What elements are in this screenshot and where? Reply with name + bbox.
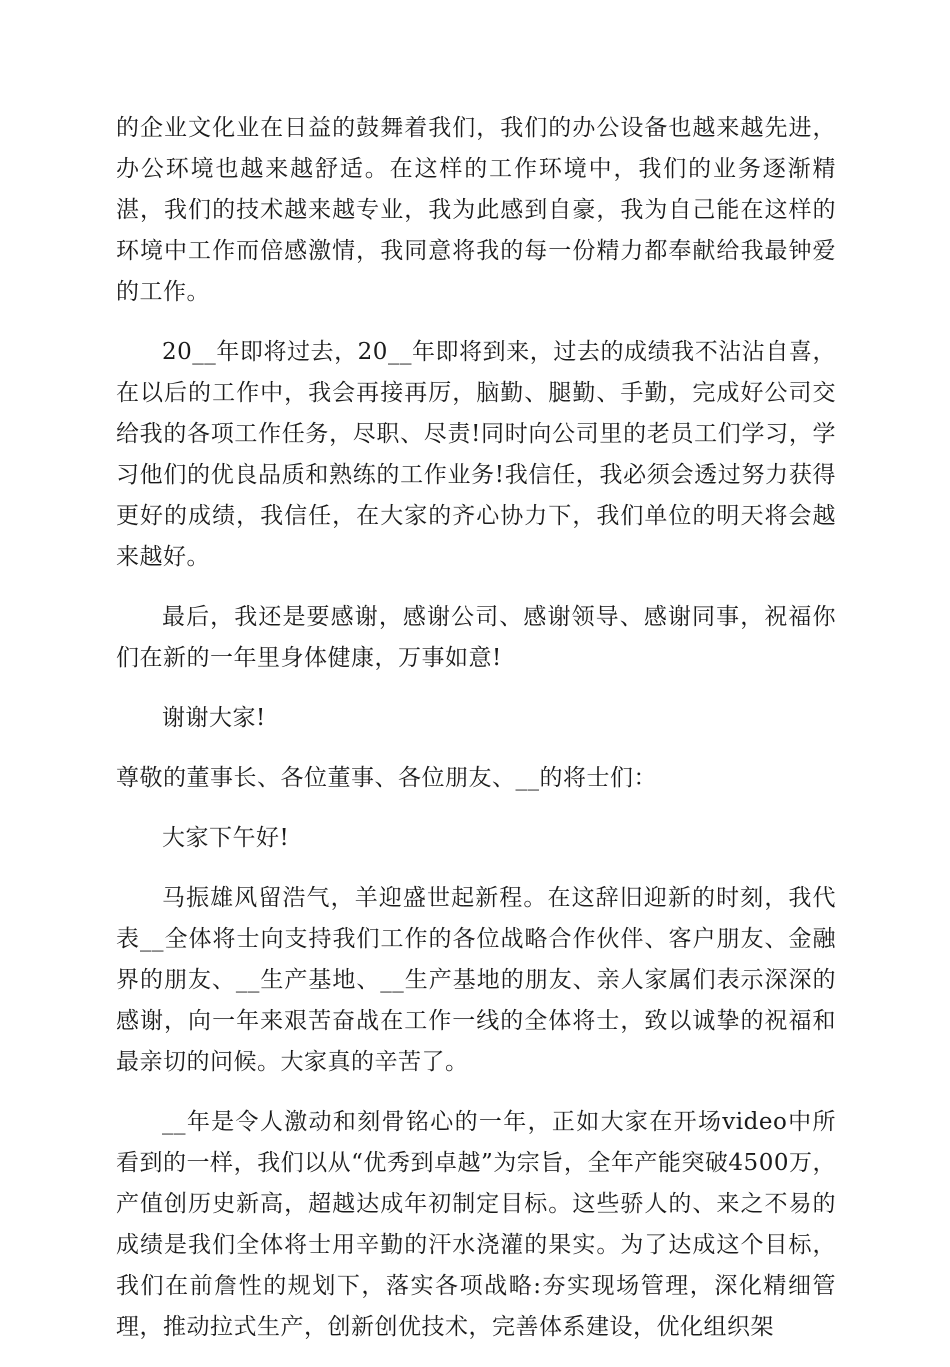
paragraph-salutation: 尊敬的董事长、各位董事、各位朋友、__的将士们： — [116, 765, 657, 791]
paragraph-new-year-thanks: 马振雄风留浩气，羊迎盛世起新程。在这辞旧迎新的时刻，我代表__全体将士向支持我们工作的各位战略合作伙伴、客户朋友、金融界的朋友、__生产基地、__生产基地的朋友、亲人家属们表示深深的感谢，向一年来艰苦奋战在工作一线的全体将士，致以诚挚的祝福和最亲切的问候。大家真的辛苦了。 — [116, 885, 836, 1075]
paragraph-year-outlook: 20__年即将过去，20__年即将到来，过去的成绩我不沾沾自喜，在以后的工作中，我会再接再厉，脑勤、腿勤、手勤，完成好公司交给我的各项工作任务，尽职、尽责!同时向公司里的老员工们学习，学习他们的优良品质和熟练的工作业务!我信任，我必须会透过努力获得更好的成绩，我信任，在大家的齐心协力下，我们单位的明天将会越来越好。 — [116, 339, 836, 570]
document-body — [116, 108, 836, 1367]
paragraph-achievements: __年是令人激动和刻骨铭心的一年，正如大家在开场video中所看到的一样，我们以从“优秀到卓越”为宗旨，全年产能突破4500万，产值创历史新高，超越达成年初制定目标。这些骄人的、来之不易的成绩是我们全体将士用辛勤的汗水浇灌的果实。为了达成这个目标，我们在前詹性的规划下，落实各项战略:夯实现场管理，深化精细管理，推动拉式生产，创新创优技术，完善体系建设，优化组织架 — [116, 1109, 836, 1340]
paragraph-continuation: 的企业文化业在日益的鼓舞着我们，我们的办公设备也越来越先进，办公环境也越来越舒适。在这样的工作环境中，我们的业务逐渐精湛，我们的技术越来越专业，我为此感到自豪，我为自己能在这样的环境中工作而倍感激情，我同意将我的每一份精力都奉献给我最钟爱的工作。 — [116, 115, 836, 305]
paragraph-greeting: 大家下午好! — [162, 825, 290, 851]
paragraph-thanks: 最后，我还是要感谢，感谢公司、感谢领导、感谢同事，祝福你们在新的一年里身体健康，万事如意! — [116, 604, 836, 671]
paragraph-closing: 谢谢大家! — [162, 705, 266, 731]
